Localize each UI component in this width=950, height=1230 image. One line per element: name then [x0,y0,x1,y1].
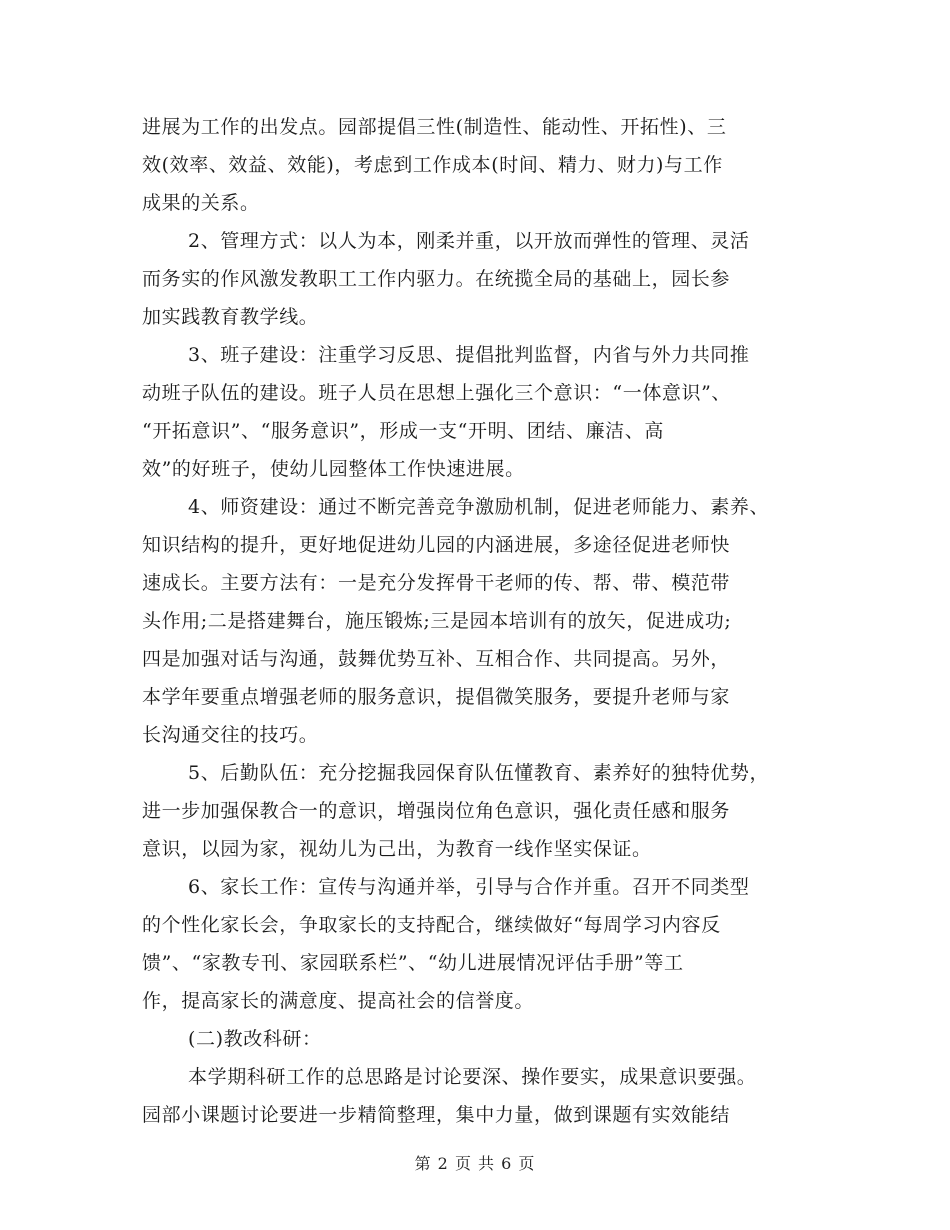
text-line: 加实践教育教学线。 [142,306,319,328]
text-line: 本学年要重点增强老师的服务意识，提倡微笑服务，要提升老师与家 [142,686,731,708]
text-line: 4、师资建设：通过不断完善竞争激励机制，促进老师能力、素养、 [188,496,770,518]
text-line: 动班子队伍的建设。班子人员在思想上强化三个意识：“一体意识”、 [142,382,732,404]
text-line: 园部小课题讨论要进一步精简整理，集中力量，做到课题有实效能结 [142,1104,731,1126]
text-line: 2、管理方式：以人为本，刚柔并重，以开放而弹性的管理、灵活 [188,230,750,252]
document-body [142,108,822,1134]
text-line: 5、后勤队伍：充分挖掘我园保育队伍懂教育、素养好的独特优势， [188,762,770,784]
text-line: 效”的好班子，使幼儿园整体工作快速进展。 [142,458,525,480]
text-line: 作，提高家长的满意度、提高社会的信誉度。 [142,990,535,1012]
text-line: “开拓意识”、“服务意识”，形成一支“开明、团结、廉洁、高 [142,420,664,442]
text-line: 而务实的作风激发教职工工作内驱力。在统揽全局的基础上，园长参 [142,268,731,290]
text-line: 意识，以园为家，视幼儿为己出，为教育一线作坚实保证。 [142,838,652,860]
text-line: 进一步加强保教合一的意识，增强岗位角色意识，强化责任感和服务 [142,800,731,822]
text-line: 速成长。主要方法有：一是充分发挥骨干老师的传、帮、带、模范带 [142,572,731,594]
text-line: 3、班子建设：注重学习反思、提倡批判监督，内省与外力共同推 [188,344,750,366]
text-line: 馈”、“家教专刊、家园联系栏”、“幼儿进展情况评估手册”等工 [142,952,684,974]
text-line: 长沟通交往的技巧。 [142,724,319,746]
text-line: 本学期科研工作的总思路是讨论要深、操作要实，成果意识要强。 [188,1066,757,1088]
text-line: (二)教改科研： [188,1028,322,1050]
page-number-footer: 第 2 页 共 6 页 [414,1154,536,1173]
text-line: 头作用;二是搭建舞台，施压锻炼;三是园本培训有的放矢，促进成功; [142,610,732,632]
text-line: 进展为工作的出发点。园部提倡三性(制造性、能动性、开拓性)、三 [142,116,727,138]
text-line: 四是加强对话与沟通，鼓舞优势互补、互相合作、共同提高。另外， [142,648,731,670]
text-line: 6、家长工作：宣传与沟通并举，引导与合作并重。召开不同类型 [188,876,750,898]
text-line: 知识结构的提升，更好地促进幼儿园的内涵进展，多途径促进老师快 [142,534,731,556]
text-line: 的个性化家长会，争取家长的支持配合，继续做好“每周学习内容反 [142,914,721,936]
text-line: 成果的关系。 [142,192,260,214]
text-line: 效(效率、效益、效能)，考虑到工作成本(时间、精力、财力)与工作 [142,154,723,176]
